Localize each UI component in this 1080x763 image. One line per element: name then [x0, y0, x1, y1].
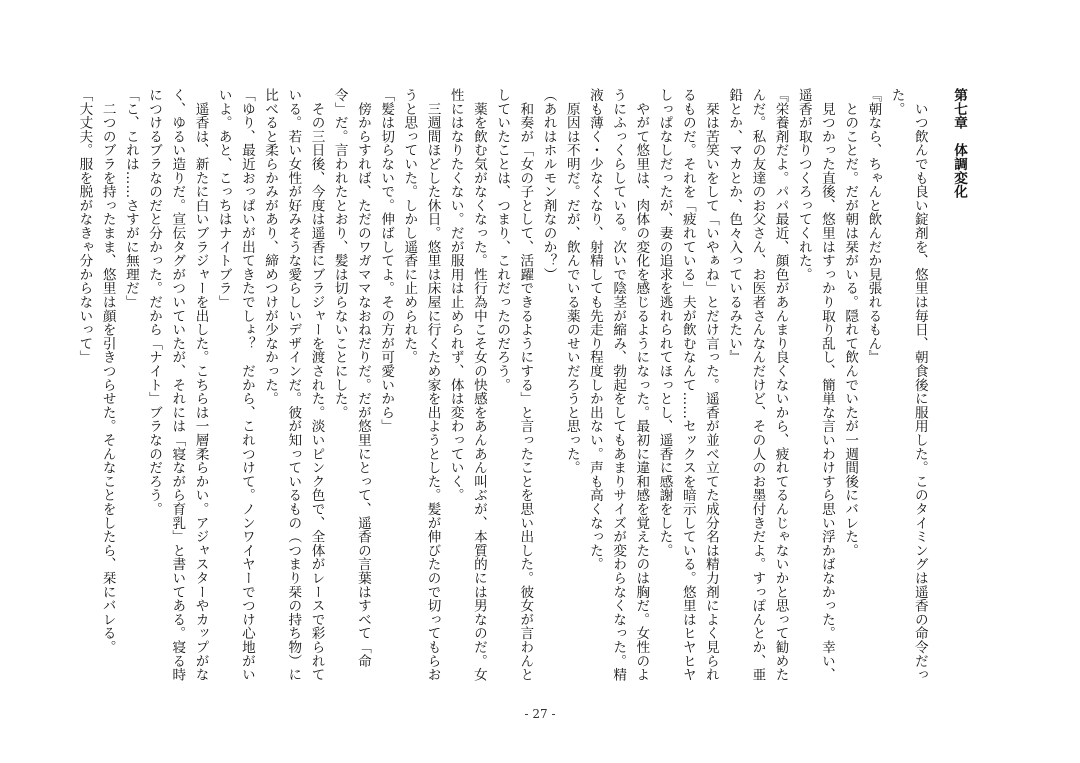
- chapter-title: 第七章 体調変化: [951, 88, 967, 199]
- paragraph: やがて悠里は、肉体の変化を感じるようになった。最初に違和感を覚えたのは胸だ。女性のようにふっくらしている。次いで陰茎が縮み、勃起をしてもあまりサイズが変わらなくなった。精液も薄く・少なくなり、射精しても先走り程度しか出ない。声も高くなった。: [586, 88, 650, 682]
- paragraph: いつ飲んでも良い錠剤を、悠里は毎日、朝食後に服用した。このタイミングは遥香の命令だった。: [888, 88, 928, 682]
- page-number: - 27 -: [524, 707, 556, 721]
- paragraph: 「こ、これは……さすがに無理だ」: [122, 88, 139, 309]
- body-text: [76, 88, 970, 688]
- paragraph: 二つのブラを持ったまま、悠里は顔を引きつらせた。そんなことをしたら、栞にバレる。: [99, 88, 116, 654]
- paragraph: 薬を飲む気がなくなった。性行為中こそ女の快感をあんあん叫ぶが、本質的には男なのだ。女性にはなりたくない。だが服用は止められず、体は変わっていく。: [447, 88, 487, 682]
- paragraph: 「ゆり、最近おっぱいが出てきたでしょ？ だから、これつけて。ノンワイヤーでつけ心地がいいよ。あと、こっちはナイトブラ」: [215, 88, 255, 682]
- paragraph: （あれはホルモン剤なのか？）: [540, 88, 557, 282]
- paragraph: 三週間ほどした休日。悠里は床屋に行くため家を出ようとした。髪が伸びたので切ってもらおうと思っていた。しかし遥香に止められた。: [401, 88, 441, 682]
- paragraph: 『朝なら、ちゃんと飲んだか見張れるもん』: [865, 88, 882, 364]
- paragraph: その三日後、今度は遥香にブラジャーを渡された。淡いピンク色で、全体がレースで彩られている。若い女性が好みそうな愛らしいデザインだ。彼が知っているもの（つまり栞の持ち物）に比べると柔らかみがあり、締めつけが少なかった。: [262, 88, 325, 682]
- paragraph: 和奏が「女の子として、活躍できるようにする」と言ったことを思い出した。彼女が言わんとしていたことは、つまり、これだったのだろう。: [494, 88, 534, 682]
- paragraph: 「髪は切らないで。伸ばしてよ。その方が可愛いから」: [378, 88, 395, 433]
- paragraph: 見つかった直後、悠里はすっかり取り乱し、簡単な言いわけすら思い浮かばなかった。幸い、遥香が取りつくろってくれた。: [795, 88, 835, 682]
- paragraph: 遥香は、新たに白いブラジャーを出した。こちらは一層柔らかい。アジャスターやカップがなく、ゆるい造りだ。宣伝タグがついていたが、それには「寝ながら育乳」と書いてある。寝る時につけるブラなのだと分かった。だから「ナイト」ブラなのだろう。: [146, 88, 209, 682]
- paragraph: 栞は苦笑いをして「いやぁね」とだけ言った。遥香が並べ立てた成分名は精力剤によく見られるものだ。それを「疲れている」夫が飲むなんて……セックスを暗示している。悠里はヒヤヒヤしっぱなしだったが、妻の追求を逃れられてほっとし、遥香に感謝をした。: [656, 88, 719, 682]
- paragraph: 『栄養剤だよ。パパ最近、顔色があんまり良くないから、疲れてるんじゃないかと思って勧めたんだ。私の友達のお父さん、お医者さんなんだけど、その人のお墨付きだよ。すっぽんとか、亜鉛とか、マカとか、色々入っているみたい』: [726, 88, 789, 682]
- paragraph: とのことだ。だが朝は栞がいる。隠れて飲んでいたが一週間後にバレた。: [842, 88, 859, 558]
- paragraph: 「大丈夫。服を脱がなきゃ分からないって」: [76, 88, 93, 364]
- paragraph: 傍からすれば、ただのワガママなおねだりだ。だが悠里にとって、遥香の言葉はすべて「命令」だ。言われたとおり、髪は切らないことにした。: [331, 88, 371, 668]
- paragraph: 原因は不明だ。だが、飲んでいる薬のせいだろうと思った。: [563, 88, 580, 475]
